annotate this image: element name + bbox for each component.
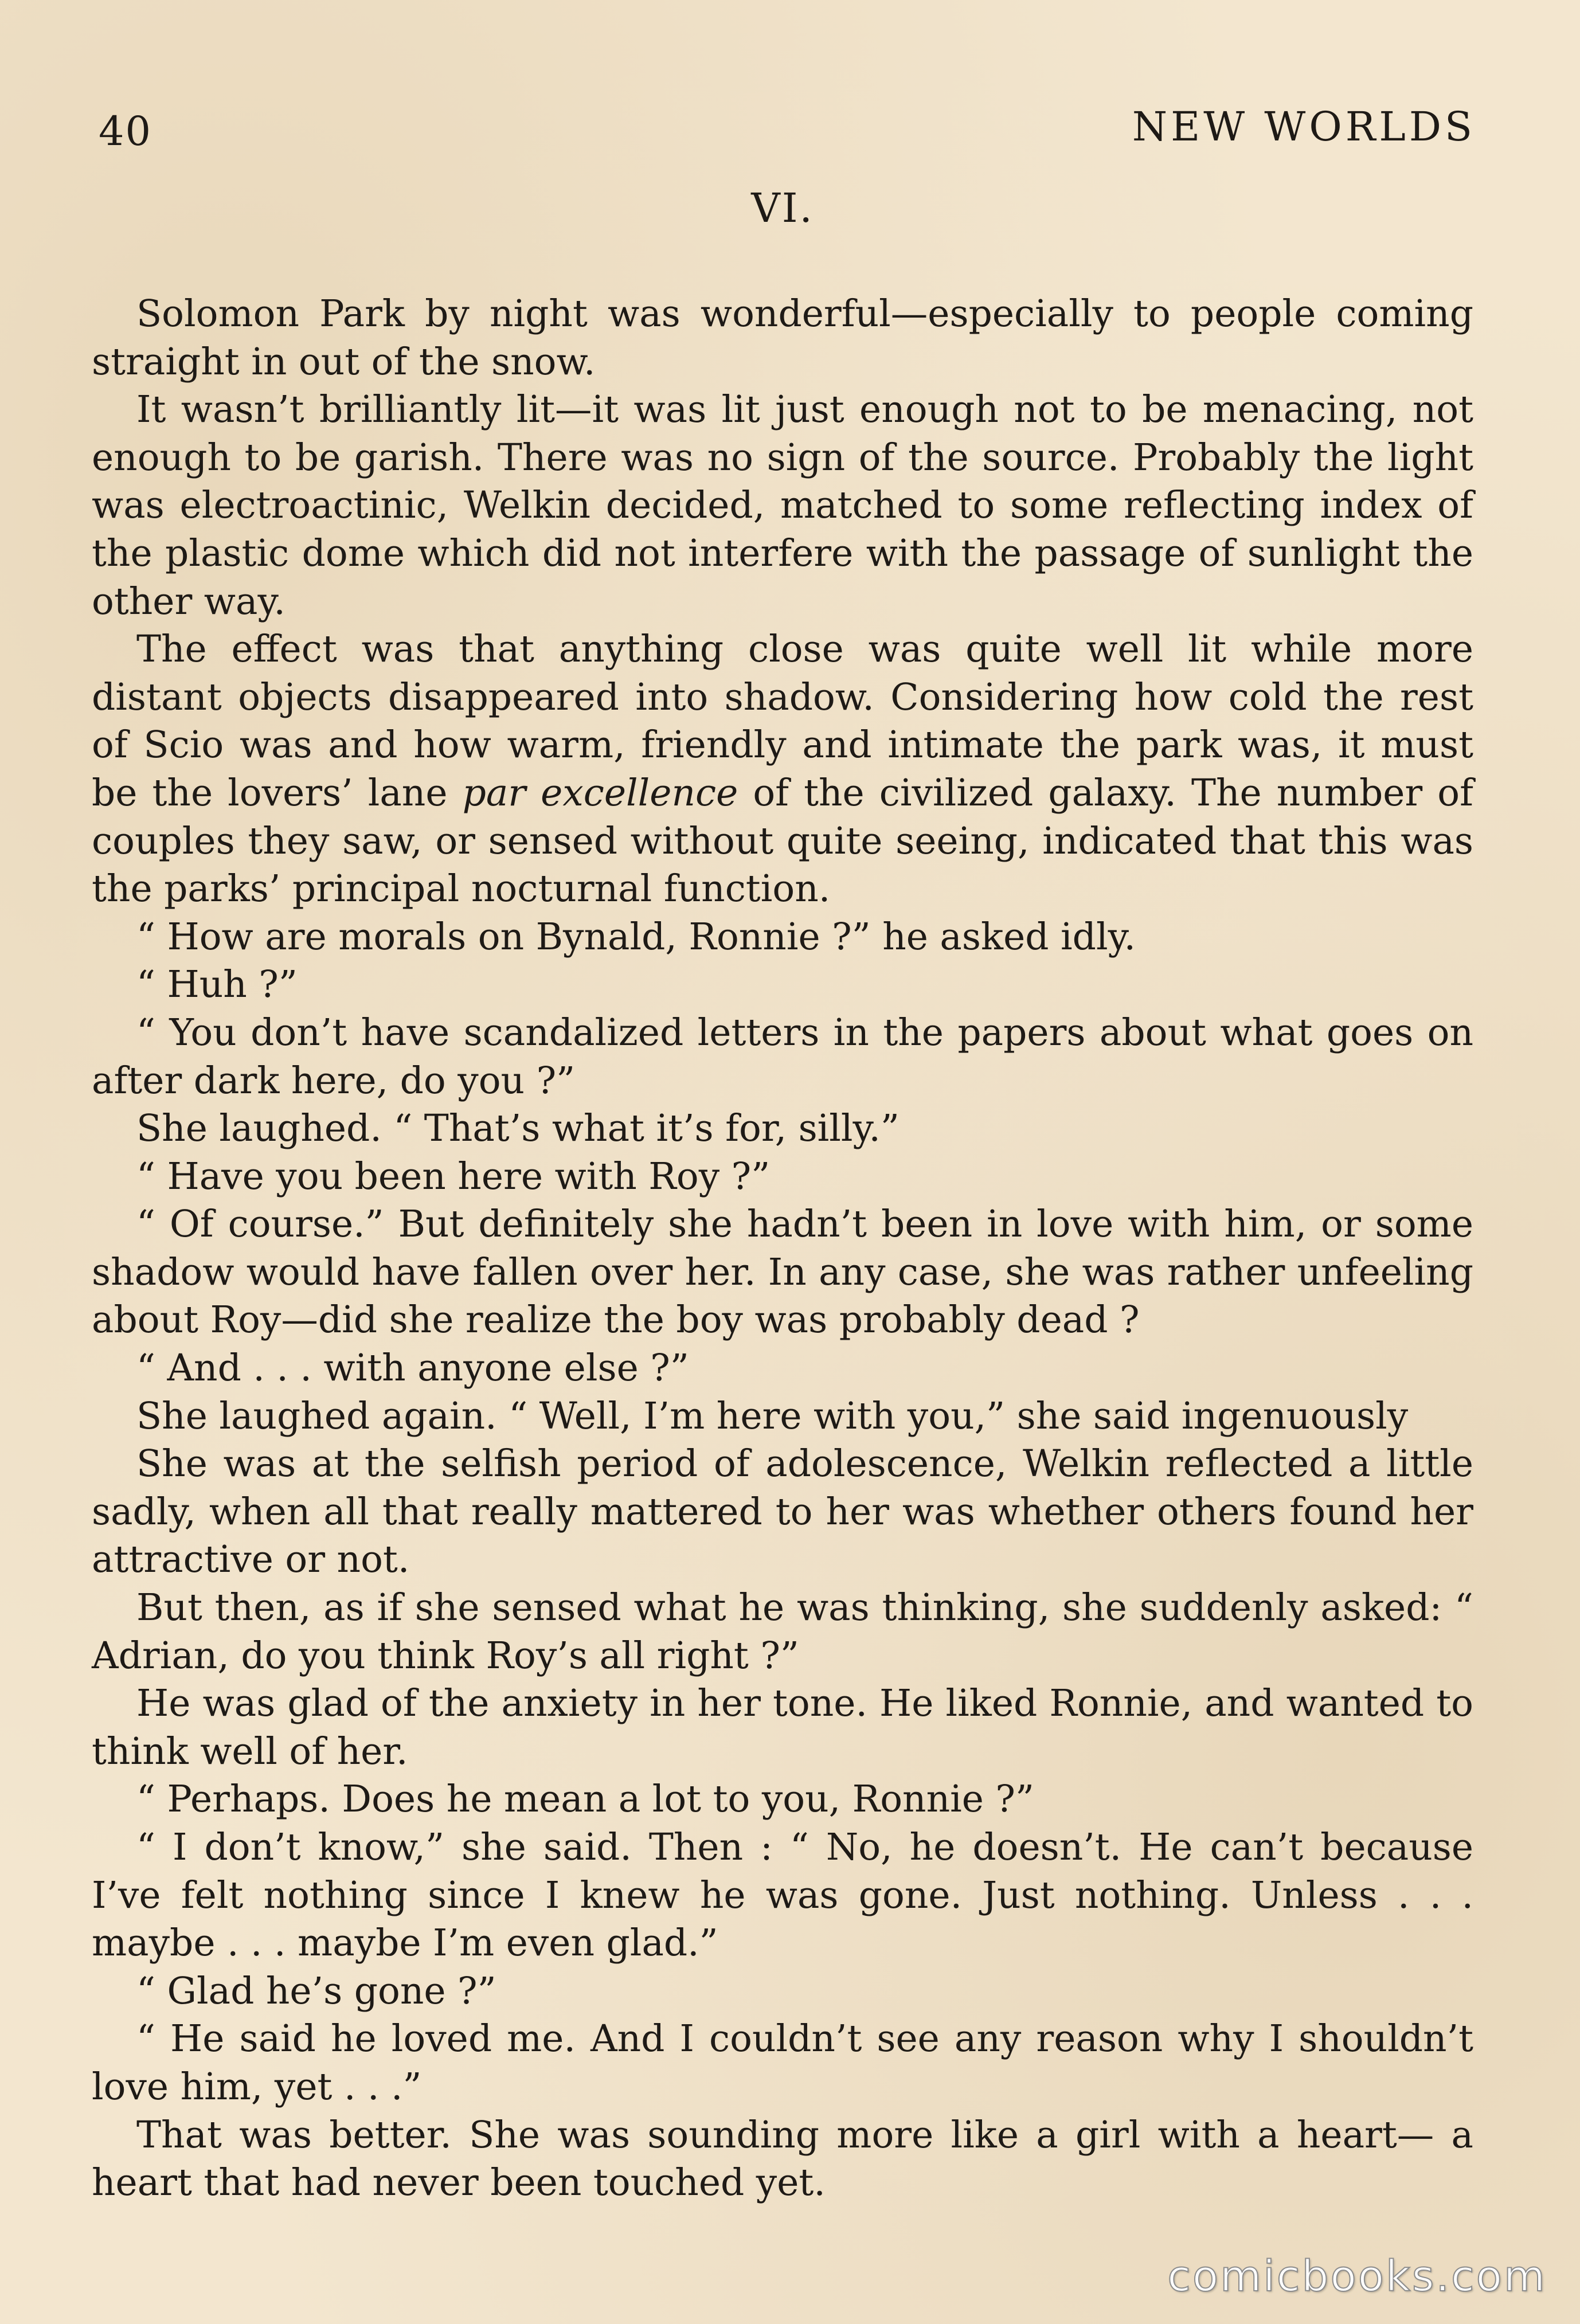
paragraph: He was glad of the anxiety in her tone. He liked Ronnie, and wanted to think well of her. (92, 1682, 1473, 1773)
paragraph: But then, as if she sensed what he was thinking, she suddenly asked: “ Adrian, do you think Roy’s all right ?” (92, 1586, 1473, 1677)
paragraph-text: The effect was that anything close was quite well lit while more distant objects disappeared into shadow. Considering how cold the rest of Scio was and how warm, friendly and intimate the park was, it must be the lovers’ lane (92, 628, 1473, 815)
running-title: NEW WORLDS (1132, 103, 1476, 150)
paragraph: “ Huh ?” (136, 963, 298, 1007)
paragraph: It wasn’t brilliantly lit—it was lit just enough not to be menacing, not enough to be garish. There was no sign of the source. Probably the light was electroactinic, Welkin decided, matched to some reflecting index of the plastic dome which did not interfere with the passage of sunlight the other way. (92, 388, 1473, 623)
paragraph: “ How are morals on Bynald, Ronnie ?” he asked idly. (136, 915, 1136, 958)
paragraph: “ Have you been here with Roy ?” (136, 1155, 771, 1198)
paragraph: “ Perhaps. Does he mean a lot to you, Ronnie ?” (136, 1778, 1034, 1821)
page-number: 40 (99, 108, 152, 155)
page (92, 97, 1476, 2253)
paragraph: “ You don’t have scandalized letters in the papers about what goes on after dark here, do you ?” (92, 1011, 1473, 1102)
running-head (92, 97, 1476, 161)
paragraph: “ Glad he’s gone ?” (136, 1969, 496, 2013)
paragraph: “ Of course.” But definitely she hadn’t been in love with him, or some shadow would have fallen over her. In any case, she was rather unfeeling about Roy—did she realize the boy was probably dead ? (92, 1203, 1473, 1342)
paragraph: She laughed again. “ Well, I’m here with you,” she said ingenuously (136, 1394, 1409, 1438)
paragraph: “ I don’t know,” she said. Then : “ No, he doesn’t. He can’t because I’ve felt nothing since I knew he was gone. Just nothing. Unless . . . maybe . . . maybe I’m even glad.” (92, 1826, 1473, 1965)
body-text (92, 290, 1473, 2207)
paragraph-text: of the civilized galaxy. The number of couples they saw, or sensed without quite seeing, indicated that this was the parks’ principal nocturnal function. (92, 771, 1473, 911)
paragraph: Solomon Park by night was wonderful—especially to people coming straight in out of the snow. (92, 292, 1473, 384)
paragraph (92, 625, 1473, 913)
paragraph: “ He said he loved me. And I couldn’t see any reason why I shouldn’t love him, yet . . .” (92, 2017, 1473, 2108)
paragraph: That was better. She was sounding more like a girl with a heart— a heart that had never been touched yet. (92, 2113, 1473, 2205)
italic-phrase: par excellence (462, 771, 738, 815)
chapter-heading: VI. (751, 185, 814, 232)
watermark: comicbooks.com (1167, 2252, 1547, 2301)
paragraph: “ And . . . with anyone else ?” (136, 1347, 689, 1390)
paragraph: She laughed. “ That’s what it’s for, silly.” (136, 1107, 899, 1151)
paragraph: She was at the selfish period of adolescence, Welkin reflected a little sadly, when all that really mattered to her was whether others found her attractive or not. (92, 1442, 1473, 1582)
